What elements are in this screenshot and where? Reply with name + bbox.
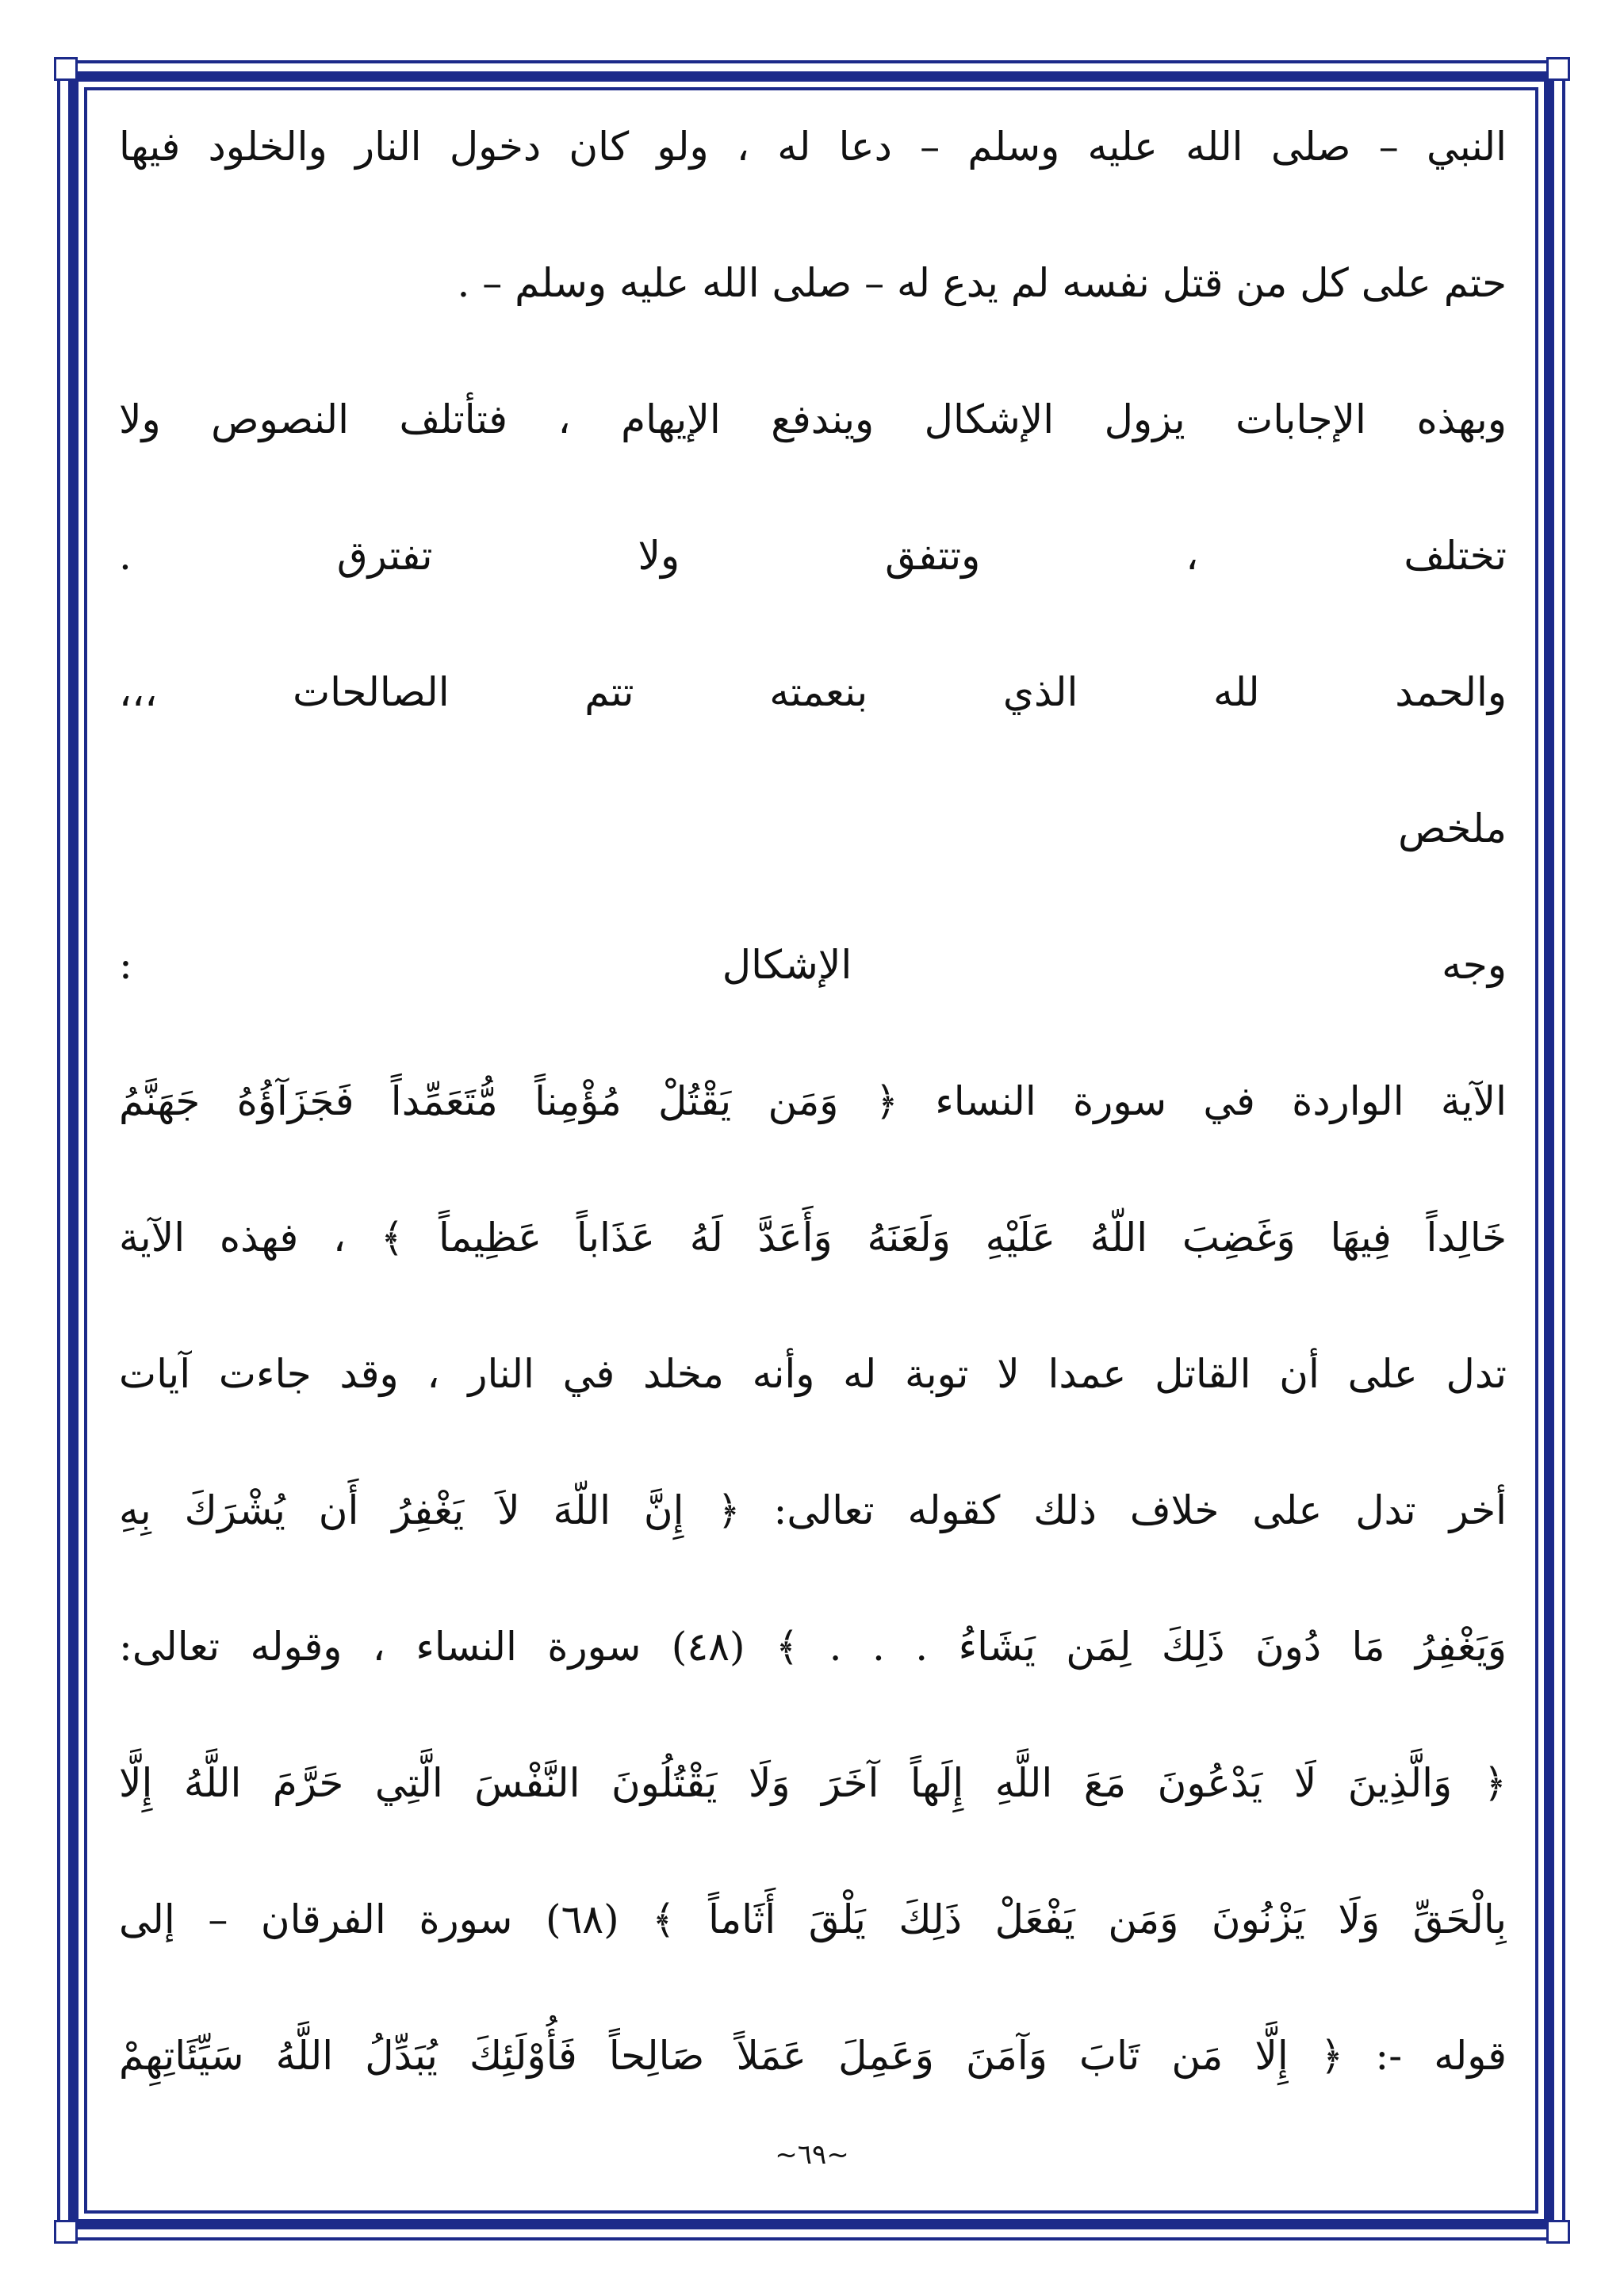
section-heading-problem: وجه الإشكال : bbox=[119, 942, 1507, 988]
page-number: ~٦٩~ bbox=[775, 2139, 849, 2171]
corner-ornament-top-left bbox=[54, 57, 78, 81]
text-line: قوله -: ﴿ إِلَّا مَن تَابَ وَآمَنَ وَعَمِلَ عَمَلاً صَالِحاً فَأُوْلَئِكَ يُبَدِّلُ اللَّهُ سَيِّئَاتِهِمْ bbox=[119, 2033, 1507, 2079]
text-line: تدل على أن القاتل عمدا لا توبة له وأنه مخلد في النار ، وقد جاءت آيات bbox=[119, 1351, 1507, 1397]
text-line: وبهذه الإجابات يزول الإشكال ويندفع الإيهام ، فتأتلف النصوص ولا bbox=[119, 396, 1507, 442]
corner-ornament-top-right bbox=[1546, 57, 1570, 81]
text-line: ﴿ وَالَّذِينَ لَا يَدْعُونَ مَعَ اللَّهِ إِلَهاً آخَرَ وَلَا يَقْتُلُونَ النَّفْسَ الَّتِي حَرَّمَ اللَّهُ إِلَّا bbox=[119, 1760, 1507, 1806]
text-line: الآية الواردة في سورة النساء ﴿ وَمَن يَقْتُلْ مُؤْمِناً مُّتَعَمِّداً فَجَزَآؤُهُ جَهَنَّمُ bbox=[119, 1078, 1507, 1124]
text-line: بِالْحَقِّ وَلَا يَزْنُونَ وَمَن يَفْعَلْ ذَلِكَ يَلْقَ أَثَاماً ﴾ (٦٨) سورة الفرقان – إلى bbox=[119, 1896, 1507, 1942]
text-line: تختلف ، وتتفق ولا تفترق . bbox=[119, 533, 1507, 579]
corner-ornament-bottom-right bbox=[1546, 2220, 1570, 2244]
text-line: أخر تدل على خلاف ذلك كقوله تعالى: ﴿ إِنَّ اللّهَ لاَ يَغْفِرُ أَن يُشْرَكَ بِهِ bbox=[119, 1487, 1507, 1533]
text-line: خَالِداً فِيهَا وَغَضِبَ اللّهُ عَلَيْهِ وَلَعَنَهُ وَأَعَدَّ لَهُ عَذَاباً عَظِيماً ﴾ ، فهذه الآية bbox=[119, 1215, 1507, 1261]
text-line: النبي – صلى الله عليه وسلم – دعا له ، ولو كان دخول النار والخلود فيها bbox=[119, 124, 1507, 170]
section-heading-summary: ملخص bbox=[1398, 806, 1507, 851]
page-body bbox=[119, 95, 1507, 2125]
text-line: حتم على كل من قتل نفسه لم يدع له – صلى الله عليه وسلم – . bbox=[457, 260, 1507, 306]
text-line: والحمد لله الذي بنعمته تتم الصالحات ،،، bbox=[119, 669, 1507, 715]
text-line: وَيَغْفِرُ مَا دُونَ ذَلِكَ لِمَن يَشَاءُ . . . ﴾ (٤٨) سورة النساء ، وقوله تعالى: bbox=[119, 1624, 1507, 1670]
corner-ornament-bottom-left bbox=[54, 2220, 78, 2244]
